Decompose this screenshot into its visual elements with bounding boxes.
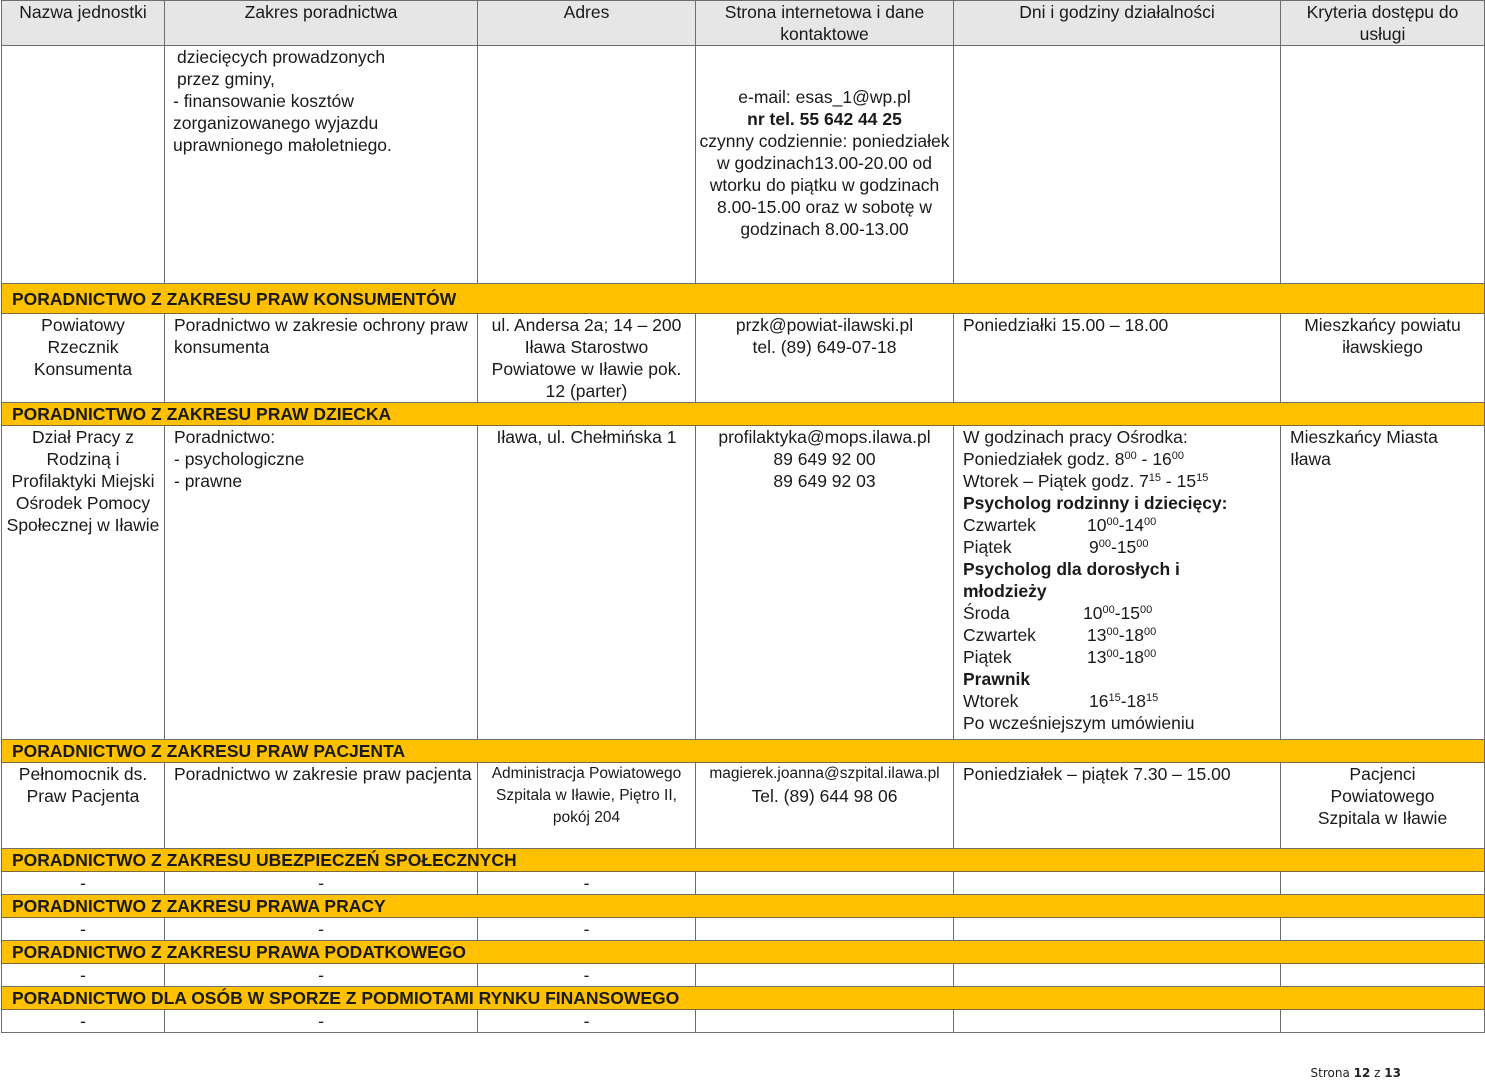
- page-prefix: Strona: [1310, 1066, 1350, 1080]
- contact-phone: 89 649 92 03: [773, 471, 876, 491]
- day-label: Poniedziałek godz.: [963, 449, 1115, 469]
- psychologist-adult-schedule: [963, 602, 1276, 668]
- contact-email: profilaktyka@mops.ilawa.pl: [718, 427, 931, 447]
- scope-line: - finansowanie kosztów: [173, 91, 354, 111]
- cell-criteria: [1281, 46, 1485, 284]
- time-dash: -: [1114, 603, 1121, 623]
- total-pages: 13: [1384, 1066, 1401, 1080]
- time-to: 15: [1116, 537, 1137, 557]
- time-from: 7: [1139, 471, 1149, 491]
- cell-scope: [165, 46, 478, 284]
- schedule-row: [963, 602, 1276, 624]
- cell-name: -: [2, 918, 165, 941]
- cell-hours: Poniedziałek – piątek 7.30 – 15.00: [954, 763, 1281, 849]
- time-to: 15: [1176, 471, 1197, 491]
- header-address: Adres: [478, 1, 696, 46]
- scope-line: Poradnictwo:: [174, 427, 276, 447]
- time-dash: -: [1118, 515, 1125, 535]
- schedule-day: Piątek: [963, 537, 1012, 557]
- section-row: [2, 403, 1485, 426]
- hours-note: Po wcześniejszym umówieniu: [963, 713, 1195, 733]
- time-to: 16: [1152, 449, 1172, 469]
- cell-scope: Poradnictwo w zakresie ochrony praw konsumenta: [165, 314, 478, 403]
- time-from: 8: [1114, 449, 1125, 469]
- contact-phone: nr tel. 55 642 44 25: [747, 109, 902, 129]
- schedule-row: [963, 646, 1276, 668]
- time-dash: -: [1120, 691, 1127, 711]
- contact-phone: 89 649 92 00: [773, 449, 876, 469]
- time-from: 16: [1089, 691, 1109, 711]
- time-from: 13: [1087, 647, 1107, 667]
- cell-scope: -: [165, 872, 478, 895]
- cell-address: Iława, ul. Chełmińska 1: [478, 426, 696, 740]
- cell-contact: [696, 426, 954, 740]
- contact-phone: Tel. (89) 644 98 06: [751, 786, 898, 806]
- time-dash: -: [1110, 537, 1117, 557]
- cell-criteria: [1281, 964, 1485, 987]
- contact-email: e-mail: esas_1@wp.pl: [738, 87, 911, 107]
- section-title: PORADNICTWO DLA OSÓB W SPORZE Z PODMIOTAMI RYNKU FINANSOWEGO: [2, 987, 1485, 1010]
- lawyer-title: Prawnik: [963, 669, 1031, 689]
- schedule-day: Czwartek: [963, 515, 1036, 535]
- cell-scope: -: [165, 918, 478, 941]
- cell-criteria: Mieszkańcy Miasta Iława: [1281, 426, 1485, 740]
- schedule-row: [963, 536, 1276, 558]
- section-title: PORADNICTWO Z ZAKRESU PRAWA PODATKOWEGO: [2, 941, 1485, 964]
- cell-contact: [696, 46, 954, 284]
- page-number: [1311, 1066, 1402, 1080]
- scope-line: zorganizowanego wyjazdu: [173, 113, 379, 133]
- current-page: 12: [1353, 1066, 1371, 1080]
- cell-name: Pełnomocnik ds. Praw Pacjenta: [2, 763, 165, 849]
- cell-name: -: [2, 1010, 165, 1033]
- table-row-empty: [2, 872, 1485, 895]
- cell-criteria: Pacjenci Powiatowego Szpitala w Iławie: [1281, 763, 1485, 849]
- cell-hours: Poniedziałki 15.00 – 18.00: [954, 314, 1281, 403]
- scope-line: - prawne: [174, 471, 243, 491]
- time-sep: -: [1161, 471, 1177, 491]
- header-scope: Zakres poradnictwa: [165, 1, 478, 46]
- time-to: 15: [1120, 603, 1141, 623]
- section-row: [2, 284, 1485, 314]
- table-row-empty: [2, 1010, 1485, 1033]
- scope-line: uprawnionego małoletniego.: [173, 135, 392, 155]
- cell-hours: [954, 918, 1281, 941]
- time-minutes: 15: [1148, 472, 1162, 484]
- section-row: [2, 941, 1485, 964]
- cell-scope: [165, 426, 478, 740]
- cell-address: -: [478, 1010, 696, 1033]
- cell-hours: [954, 872, 1281, 895]
- table-row: [2, 314, 1485, 403]
- time-dash: -: [1118, 647, 1125, 667]
- section-row: [2, 895, 1485, 918]
- cell-hours: [954, 426, 1281, 740]
- cell-name: -: [2, 964, 165, 987]
- hours-monday: [963, 448, 1276, 470]
- cell-name: Powiatowy Rzecznik Konsumenta: [2, 314, 165, 403]
- time-minutes: 15: [1146, 692, 1159, 704]
- scope-line: dziecięcych prowadzonych: [177, 47, 386, 67]
- cell-contact: [696, 314, 954, 403]
- table-row-continued: [2, 46, 1485, 284]
- scope-line: - psychologiczne: [174, 449, 305, 469]
- psychologist-adult-title: Psycholog dla dorosłych i młodzieży: [963, 559, 1180, 601]
- cell-name: [2, 46, 165, 284]
- cell-address: Administracja Powiatowego Szpitala w Iławie, Piętro II, pokój 204: [478, 763, 696, 849]
- section-title: PORADNICTWO Z ZAKRESU UBEZPIECZEŃ SPOŁECZNYCH: [2, 849, 1485, 872]
- header-contact: Strona internetowa i dane kontaktowe: [696, 1, 954, 46]
- cell-contact: [696, 964, 954, 987]
- time-minutes: 00: [1171, 450, 1185, 462]
- section-title: PORADNICTWO Z ZAKRESU PRAW KONSUMENTÓW: [2, 284, 1485, 314]
- cell-hours: [954, 1010, 1281, 1033]
- cell-address: -: [478, 872, 696, 895]
- time-minutes: 00: [1140, 604, 1153, 616]
- schedule-day: Wtorek: [963, 691, 1019, 711]
- schedule-day: Piątek: [963, 647, 1012, 667]
- cell-contact: [696, 872, 954, 895]
- lawyer-schedule: [963, 690, 1276, 712]
- time-from: 13: [1087, 625, 1107, 645]
- cell-criteria: Mieszkańcy powiatu iławskiego: [1281, 314, 1485, 403]
- cell-scope: Poradnictwo w zakresie praw pacjenta: [165, 763, 478, 849]
- section-title: PORADNICTWO Z ZAKRESU PRAW PACJENTA: [2, 740, 1485, 763]
- table-row-empty: [2, 918, 1485, 941]
- time-from: 10: [1083, 603, 1103, 623]
- cell-hours: [954, 964, 1281, 987]
- table-row: [2, 426, 1485, 740]
- cell-criteria: [1281, 872, 1485, 895]
- time-minutes: 00: [1124, 450, 1137, 462]
- cell-criteria: [1281, 1010, 1485, 1033]
- schedule-row: [963, 690, 1276, 712]
- hours-intro: W godzinach pracy Ośrodka:: [963, 427, 1188, 447]
- psychologist-family-title: Psycholog rodzinny i dziecięcy:: [963, 493, 1228, 513]
- day-label: Wtorek – Piątek godz.: [963, 471, 1140, 491]
- time-minutes: 00: [1106, 516, 1119, 528]
- cell-scope: -: [165, 964, 478, 987]
- time-minutes: 00: [1144, 626, 1157, 638]
- schedule-row: [963, 624, 1276, 646]
- scope-line: przez gminy,: [177, 69, 275, 89]
- page-separator: z: [1374, 1066, 1381, 1080]
- time-to: 18: [1124, 625, 1145, 645]
- hours-tue-fri: [963, 470, 1276, 492]
- schedule-day: Czwartek: [963, 625, 1036, 645]
- time-from: 9: [1089, 537, 1099, 557]
- header-hours: Dni i godziny działalności: [954, 1, 1281, 46]
- table-row-empty: [2, 964, 1485, 987]
- time-minutes: 00: [1144, 516, 1157, 528]
- table-row: [2, 763, 1485, 849]
- time-to: 18: [1126, 691, 1147, 711]
- section-row: [2, 987, 1485, 1010]
- contact-hours: czynny codziennie: poniedziałek w godzinach13.00-20.00 od wtorku do piątku w godzinach 8.00-15.00 oraz w sobotę w godzinach 8.00-13.00: [699, 131, 950, 239]
- cell-name: -: [2, 872, 165, 895]
- time-minutes: 00: [1106, 648, 1119, 660]
- psychologist-family-schedule: [963, 514, 1276, 558]
- time-minutes: 00: [1136, 538, 1149, 550]
- cell-address: -: [478, 918, 696, 941]
- time-minutes: 15: [1196, 472, 1209, 484]
- section-row: [2, 849, 1485, 872]
- section-title: PORADNICTWO Z ZAKRESU PRAW DZIECKA: [2, 403, 1485, 426]
- cell-contact: [696, 918, 954, 941]
- time-from: 10: [1087, 515, 1107, 535]
- cell-address: ul. Andersa 2a; 14 – 200 Iława Starostwo Powiatowe w Iławie pok. 12 (parter): [478, 314, 696, 403]
- time-sep: -: [1136, 449, 1153, 469]
- header-unit-name: Nazwa jednostki: [2, 1, 165, 46]
- time-minutes: 15: [1108, 692, 1121, 704]
- section-title: PORADNICTWO Z ZAKRESU PRAWA PRACY: [2, 895, 1485, 918]
- time-to: 14: [1124, 515, 1145, 535]
- contact-email: magierek.joanna@szpital.ilawa.pl: [709, 765, 940, 782]
- cell-contact: [696, 763, 954, 849]
- time-minutes: 00: [1098, 538, 1111, 550]
- contact-phone: tel. (89) 649-07-18: [752, 337, 897, 357]
- cell-contact: [696, 1010, 954, 1033]
- time-minutes: 00: [1102, 604, 1115, 616]
- schedule-day: Środa: [963, 603, 1010, 623]
- cell-hours: [954, 46, 1281, 284]
- time-dash: -: [1118, 625, 1125, 645]
- schedule-row: [963, 514, 1276, 536]
- cell-criteria: [1281, 918, 1485, 941]
- cell-scope: -: [165, 1010, 478, 1033]
- cell-address: [478, 46, 696, 284]
- table-header-row: [2, 1, 1485, 46]
- header-criteria: Kryteria dostępu do usługi: [1281, 1, 1485, 46]
- contact-email: przk@powiat-ilawski.pl: [735, 315, 914, 335]
- section-row: [2, 740, 1485, 763]
- time-minutes: 00: [1144, 648, 1157, 660]
- services-table: [1, 0, 1485, 1033]
- cell-name: Dział Pracy z Rodziną i Profilaktyki Miejski Ośrodek Pomocy Społecznej w Iławie: [2, 426, 165, 740]
- time-minutes: 00: [1106, 626, 1119, 638]
- cell-address: -: [478, 964, 696, 987]
- time-to: 18: [1124, 647, 1145, 667]
